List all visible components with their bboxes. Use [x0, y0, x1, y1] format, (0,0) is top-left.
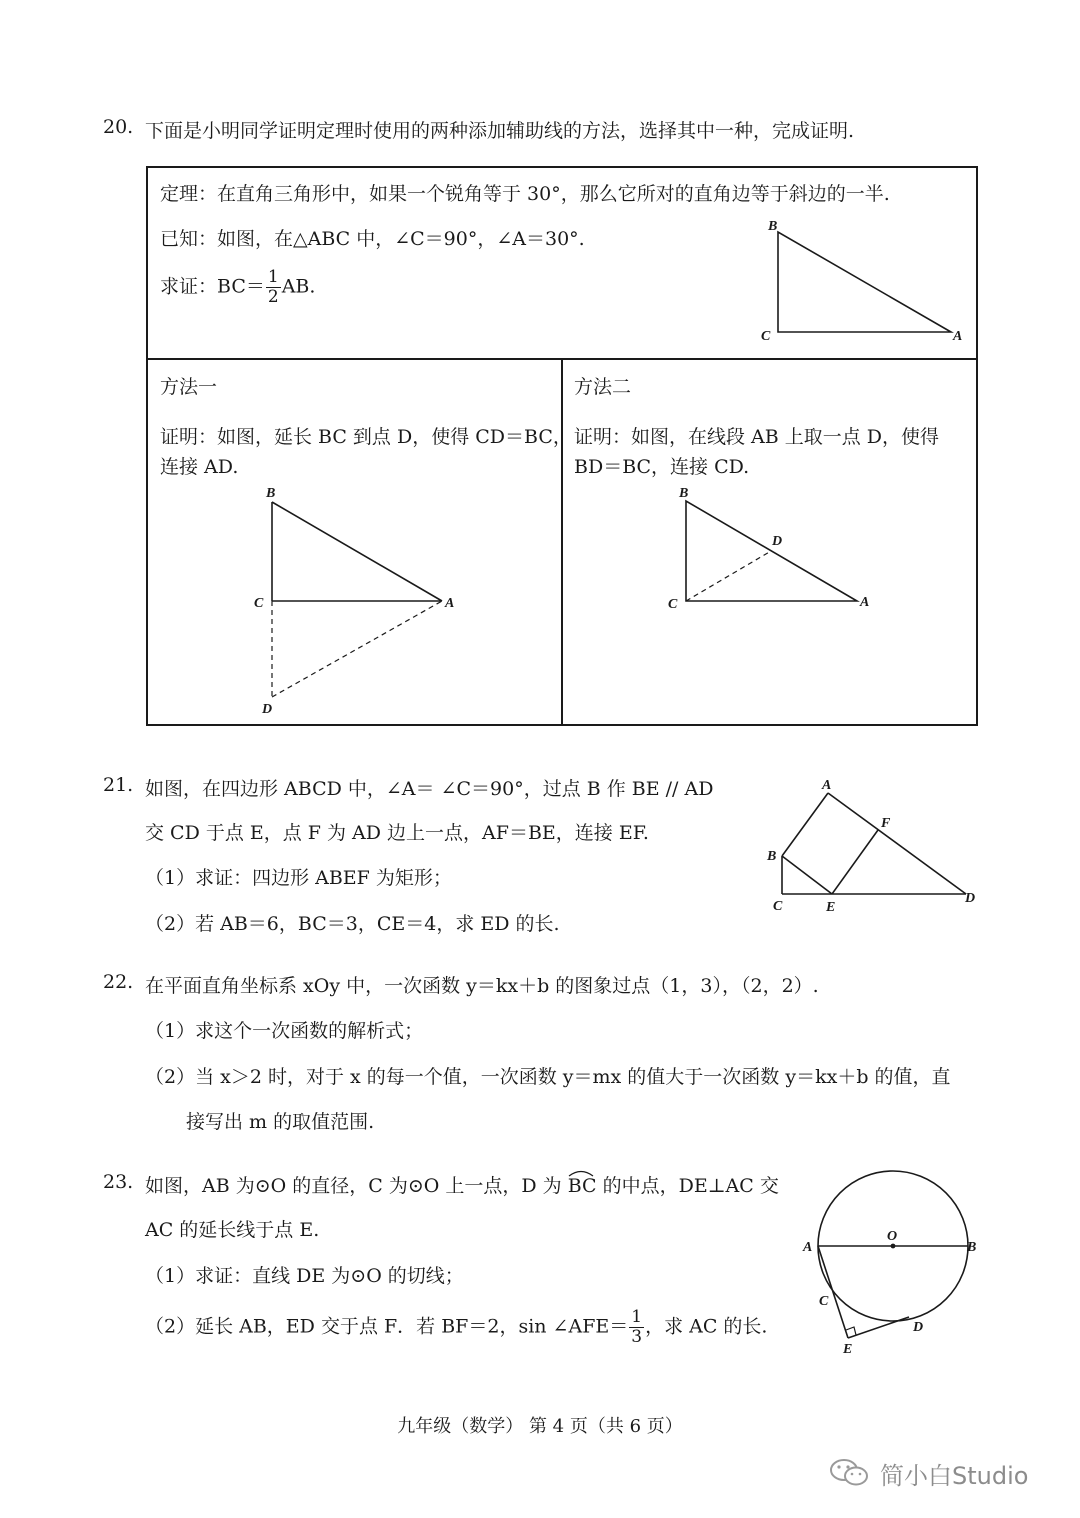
q23-number: 23.	[103, 1171, 134, 1193]
q23-part1: （1）求证：直线 DE 为⊙O 的切线；	[145, 1265, 464, 1287]
q23-part2-prefix: （2）延长 AB，ED 交于点 F．若 BF＝2，sin ∠AFE＝	[145, 1315, 629, 1338]
watermark-text: 简小白Studio	[880, 1462, 1029, 1490]
q20-given: 已知：如图，在△ABC 中，∠C＝90°，∠A＝30°.	[160, 228, 585, 250]
q21-part1: （1）求证：四边形 ABEF 为矩形；	[145, 867, 452, 889]
page-footer: 九年级（数学） 第 4 页（共 6 页）	[397, 1416, 683, 1437]
q20-method1-line2: 连接 AD.	[160, 456, 239, 478]
q23-label-O: O	[887, 1229, 898, 1244]
q20-label-B: B	[768, 219, 778, 234]
q20-method1-title: 方法一	[160, 376, 218, 398]
q20-prove-suffix: AB.	[281, 275, 316, 298]
q23-fraction-den: 3	[631, 1327, 643, 1347]
q20-stem: 下面是小明同学证明定理时使用的两种添加辅助线的方法，选择其中一种，完成证明.	[145, 120, 855, 142]
q20m2-label-A: A	[860, 595, 870, 610]
q20m1-label-A: A	[445, 596, 455, 611]
q20-label-A: A	[953, 329, 963, 344]
q20m2-label-C: C	[668, 597, 678, 612]
q21-label-D: D	[965, 891, 976, 906]
q23-seg-AE	[818, 1246, 848, 1338]
q23-label-B: B	[967, 1240, 977, 1255]
q23-arc-label: BC	[567, 1175, 597, 1197]
q20-method2-line1: 证明：如图，在线段 AB 上取一点 D，使得	[574, 426, 940, 448]
q20-method2-title: 方法二	[574, 376, 632, 398]
q22-number: 22.	[103, 971, 134, 993]
q22-line1: 在平面直角坐标系 xOy 中，一次函数 y＝kx＋b 的图象过点（1，3），（2，2）.	[145, 975, 819, 997]
q20m1-label-C: C	[254, 596, 264, 611]
q23-label-A: A	[803, 1240, 813, 1255]
q21-label-A: A	[822, 778, 832, 793]
q20-theorem: 定理：在直角三角形中，如果一个锐角等于 30°，那么它所对的直角边等于斜边的一半.	[160, 183, 890, 205]
q20-number: 20.	[103, 116, 134, 138]
q21-label-F: F	[881, 816, 891, 831]
q23-fraction-num: 1	[631, 1307, 643, 1327]
q21-line1: 如图，在四边形 ABCD 中，∠A＝ ∠C＝90°，过点 B 作 BE // AD	[145, 778, 714, 800]
q23-label-E: E	[843, 1342, 853, 1357]
q23-label-D: D	[913, 1320, 924, 1335]
q23-label-C: C	[819, 1294, 829, 1309]
q23-part2-suffix: ，求 AC 的长.	[645, 1315, 768, 1338]
q20-prove-prefix: 求证：BC＝	[160, 275, 265, 298]
q20-fraction-den: 2	[267, 287, 279, 307]
wechat-icon	[828, 1456, 872, 1488]
q21-line2: 交 CD 于点 E，点 F 为 AD 边上一点，AF＝BE，连接 EF.	[145, 822, 649, 844]
q21-label-B: B	[767, 849, 777, 864]
q20-method1-line1: 证明：如图，延长 BC 到点 D，使得 CD＝BC，	[160, 426, 572, 448]
q23-line2: AC 的延长线于点 E.	[145, 1219, 320, 1241]
q21-part2: （2）若 AB＝6，BC＝3，CE＝4，求 ED 的长.	[145, 913, 560, 935]
q22-part2-line2: 接写出 m 的取值范围.	[186, 1111, 375, 1133]
q23-right-angle-mark	[846, 1327, 856, 1335]
q20m2-label-B: B	[679, 486, 689, 501]
q20-fraction-num: 1	[267, 267, 279, 287]
q22-part2-line1: （2）当 x＞2 时，对于 x 的每一个值，一次函数 y＝mx 的值大于一次函数 y＝kx＋b 的值，直	[145, 1066, 951, 1088]
q21-label-E: E	[826, 900, 836, 915]
q20-label-C: C	[761, 329, 771, 344]
q23-center-dot	[891, 1244, 896, 1249]
q20m1-label-D: D	[262, 702, 273, 717]
q23-line1-b: 的中点，DE⊥AC 交	[596, 1175, 779, 1197]
q20-method2-line2: BD＝BC，连接 CD.	[574, 456, 750, 478]
q21-number: 21.	[103, 774, 134, 796]
q23-line1-a: 如图，AB 为⊙O 的直径，C 为⊙O 上一点，D 为	[145, 1175, 568, 1197]
q20m2-label-D: D	[772, 534, 783, 549]
q21-label-C: C	[773, 899, 783, 914]
q20m1-label-B: B	[266, 486, 276, 501]
q22-part1: （1）求这个一次函数的解析式；	[145, 1020, 424, 1042]
